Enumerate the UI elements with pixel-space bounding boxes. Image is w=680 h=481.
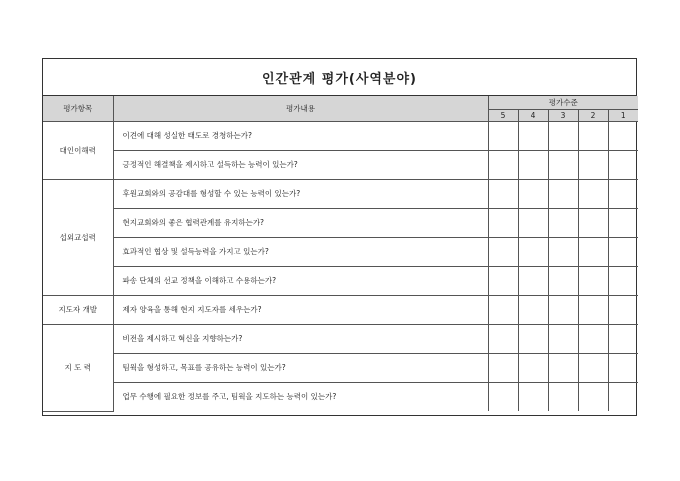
criteria-row: [43, 266, 638, 295]
score-cell[interactable]: [548, 353, 578, 382]
score-cell[interactable]: [548, 121, 578, 150]
score-cell[interactable]: [608, 353, 638, 382]
level-header-4: 4: [518, 109, 548, 121]
score-cell[interactable]: [578, 266, 608, 295]
score-cell[interactable]: [488, 353, 518, 382]
form-title: 인간관계 평가(사역분야): [43, 59, 636, 96]
score-cell[interactable]: [518, 150, 548, 179]
score-cell[interactable]: [518, 179, 548, 208]
score-cell[interactable]: [608, 266, 638, 295]
score-cell[interactable]: [518, 208, 548, 237]
score-cell[interactable]: [578, 324, 608, 353]
level-header-3: 3: [548, 109, 578, 121]
category-column-header: 평가항목: [43, 96, 113, 121]
level-header-2: 2: [578, 109, 608, 121]
score-cell[interactable]: [578, 237, 608, 266]
criteria-row: [43, 121, 638, 150]
score-cell[interactable]: [548, 266, 578, 295]
criteria-text: 효과적인 협상 및 설득능력을 가지고 있는가?: [113, 237, 488, 266]
criteria-row: [43, 208, 638, 237]
score-cell[interactable]: [578, 382, 608, 411]
criteria-text: 업무 수행에 필요한 정보를 주고, 팀웍을 지도하는 능력이 있는가?: [113, 382, 488, 411]
score-cell[interactable]: [608, 179, 638, 208]
score-cell[interactable]: [518, 324, 548, 353]
score-cell[interactable]: [488, 382, 518, 411]
criteria-row: [43, 295, 638, 324]
level-header-1: 1: [608, 109, 638, 121]
score-cell[interactable]: [518, 382, 548, 411]
score-cell[interactable]: [518, 295, 548, 324]
score-cell[interactable]: [548, 237, 578, 266]
score-cell[interactable]: [548, 179, 578, 208]
criteria-text: 제자 양육을 통해 현지 지도자를 세우는가?: [113, 295, 488, 324]
score-cell[interactable]: [578, 179, 608, 208]
score-cell[interactable]: [488, 295, 518, 324]
evaluation-form: [42, 58, 637, 416]
category-cell: 지 도 력: [43, 324, 113, 411]
criteria-row: [43, 353, 638, 382]
score-cell[interactable]: [518, 237, 548, 266]
score-cell[interactable]: [488, 150, 518, 179]
criteria-row: [43, 237, 638, 266]
score-cell[interactable]: [608, 295, 638, 324]
criteria-text: 비전을 제시하고 혁신을 지향하는가?: [113, 324, 488, 353]
criteria-row: [43, 324, 638, 353]
score-cell[interactable]: [578, 295, 608, 324]
score-cell[interactable]: [548, 324, 578, 353]
content-column-header: 평가내용: [113, 96, 488, 121]
score-cell[interactable]: [488, 237, 518, 266]
score-cell[interactable]: [578, 353, 608, 382]
category-cell: 지도자 개발: [43, 295, 113, 324]
category-cell: 섭외교섭력: [43, 179, 113, 295]
score-cell[interactable]: [578, 208, 608, 237]
score-cell[interactable]: [578, 121, 608, 150]
evaluation-table: [43, 96, 638, 412]
score-cell[interactable]: [608, 121, 638, 150]
criteria-text: 파송 단체의 선교 정책을 이해하고 수용하는가?: [113, 266, 488, 295]
criteria-text: 팀웍을 형성하고, 목표를 공유하는 능력이 있는가?: [113, 353, 488, 382]
score-cell[interactable]: [608, 382, 638, 411]
score-cell[interactable]: [578, 150, 608, 179]
score-cell[interactable]: [608, 208, 638, 237]
criteria-row: [43, 382, 638, 411]
criteria-text: 이견에 대해 성실한 태도로 경청하는가?: [113, 121, 488, 150]
level-header-5: 5: [488, 109, 518, 121]
score-cell[interactable]: [518, 353, 548, 382]
score-cell[interactable]: [608, 150, 638, 179]
score-cell[interactable]: [518, 121, 548, 150]
criteria-row: [43, 150, 638, 179]
score-cell[interactable]: [548, 150, 578, 179]
criteria-row: [43, 179, 638, 208]
score-cell[interactable]: [548, 382, 578, 411]
score-cell[interactable]: [548, 295, 578, 324]
score-cell[interactable]: [518, 266, 548, 295]
score-cell[interactable]: [548, 208, 578, 237]
level-column-header: 평가수준: [488, 96, 638, 109]
score-cell[interactable]: [488, 179, 518, 208]
category-cell: 대인이해력: [43, 121, 113, 179]
score-cell[interactable]: [608, 237, 638, 266]
criteria-text: 후원교회와의 공감대를 형성할 수 있는 능력이 있는가?: [113, 179, 488, 208]
score-cell[interactable]: [488, 121, 518, 150]
score-cell[interactable]: [488, 324, 518, 353]
score-cell[interactable]: [608, 324, 638, 353]
criteria-text: 긍정적인 해결책을 제시하고 설득하는 능력이 있는가?: [113, 150, 488, 179]
score-cell[interactable]: [488, 208, 518, 237]
criteria-text: 현지교회와의 좋은 협력관계를 유지하는가?: [113, 208, 488, 237]
score-cell[interactable]: [488, 266, 518, 295]
